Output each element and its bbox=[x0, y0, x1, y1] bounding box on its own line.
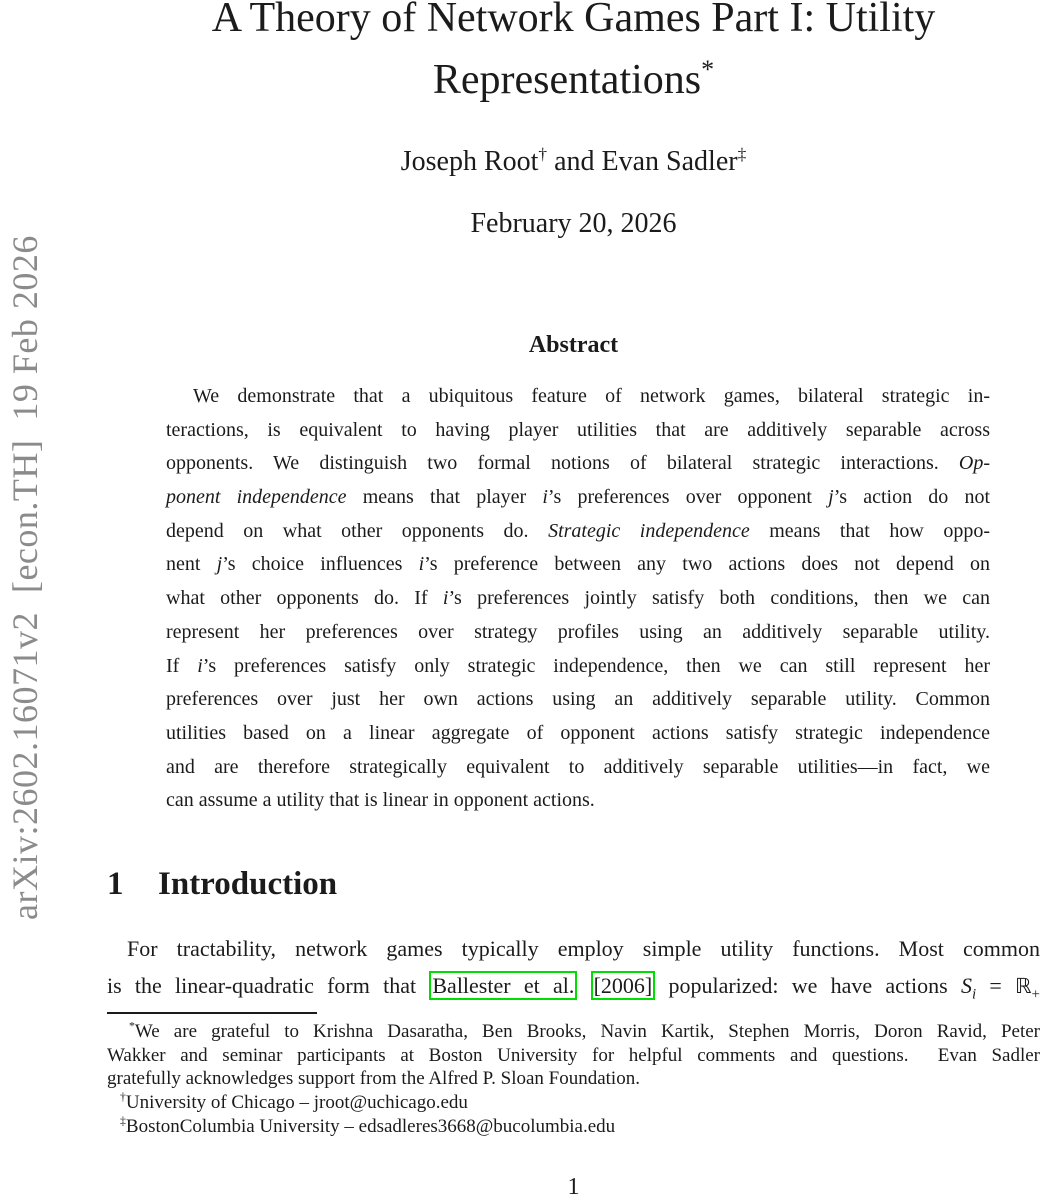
text-line: For tractability, network games typically employ simple utility functions. Most common bbox=[127, 936, 1040, 961]
paper-title-line1: A Theory of Network Games Part I: Utility bbox=[211, 0, 936, 41]
text-line: teractions, is equivalent to having player utilities that are additively separable across bbox=[166, 418, 990, 441]
text-line: is the linear-quadratic form that Ballester et al. [2006] popularized: we have actions $S_i$ = ℝ$_+$ bbox=[107, 972, 1040, 1002]
paper-content bbox=[107, 0, 1040, 1200]
text-line: nent j’s choice influences i’s preference between any two actions does not depend on bbox=[166, 553, 990, 576]
text-line: utilities based on a linear aggregate of opponent actions satisfy strategic independence bbox=[166, 721, 990, 744]
citation-link[interactable]: Ballester et al. bbox=[429, 971, 577, 1000]
text-line: opponents. We distinguish two formal notions of bilateral strategic interactions. Op- bbox=[166, 452, 990, 475]
text-line: depend on what other opponents do. Strategic independence means that how oppo- bbox=[166, 519, 990, 542]
footnote-rule bbox=[107, 1012, 317, 1014]
text-line: can assume a utility that is linear in opponent actions. bbox=[166, 789, 595, 812]
abstract-heading: Abstract bbox=[528, 332, 619, 358]
section-heading bbox=[107, 864, 337, 904]
citation-link[interactable]: [2006] bbox=[591, 971, 656, 1000]
text-line: Wakker and seminar participants at Boston University for helpful comments and questions. Evan Sadler bbox=[107, 1044, 1040, 1066]
section-number: 1 bbox=[107, 866, 124, 902]
text-line: what other opponents do. If i’s preferences jointly satisfy both conditions, then we can bbox=[166, 587, 990, 610]
text-line: If i’s preferences satisfy only strategic independence, then we can still represent her bbox=[166, 654, 991, 677]
text-line: ‡BostonColumbia University – edsadleres3668@bucolumbia.edu bbox=[120, 1114, 616, 1137]
text-line: ponent independence means that player i’s preferences over opponent j’s action do not bbox=[166, 486, 991, 509]
text-line: gratefully acknowledges support from the Alfred P. Sloan Foundation. bbox=[107, 1068, 640, 1090]
text-line: *We are grateful to Krishna Dasaratha, Ben Brooks, Navin Kartik, Stephen Morris, Doron Ravid, Peter bbox=[129, 1019, 1040, 1042]
page-number: 1 bbox=[567, 1174, 580, 1200]
text-line: We demonstrate that a ubiquitous feature of network games, bilateral strategic in- bbox=[193, 385, 990, 407]
paper-title-line2: Representations* bbox=[432, 55, 715, 103]
arxiv-watermark: arXiv:2602.16071v2 [econ.TH] 19 Feb 2026 bbox=[5, 235, 45, 920]
text-line: preferences over just her own actions using an additively separable utility. Common bbox=[166, 688, 990, 711]
section-title: Introduction bbox=[158, 866, 338, 902]
text-line: represent her preferences over strategy profiles using an additively separable utility. bbox=[166, 620, 990, 643]
paper-date: February 20, 2026 bbox=[470, 208, 677, 239]
abstract-text bbox=[166, 380, 990, 818]
text-line: and are therefore strategically equivalent to additively separable utilities—in fact, we bbox=[166, 755, 990, 778]
text-line: †University of Chicago – jroot@uchicago.edu bbox=[120, 1090, 468, 1114]
footnotes bbox=[107, 1020, 1040, 1138]
intro-paragraph bbox=[107, 931, 1040, 1004]
authors-line: Joseph Root† and Evan Sadler‡ bbox=[400, 144, 747, 177]
